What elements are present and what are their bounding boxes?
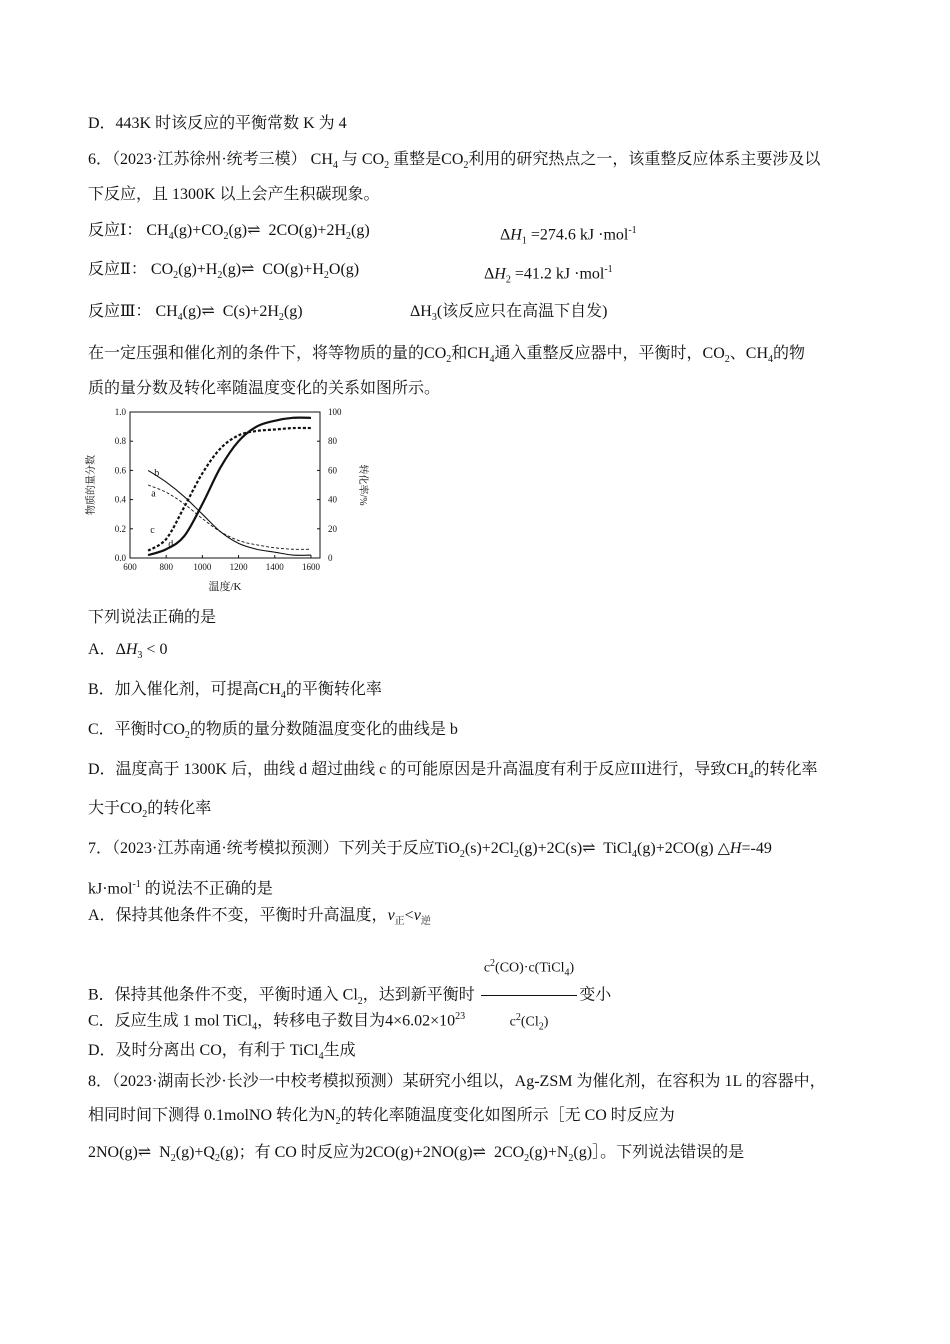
option-a-label: A．: [88, 641, 116, 658]
reaction-2-enthalpy: $\Delta H_2 =41.2$ kJ ·mol$^{-1}$: [484, 264, 613, 286]
fraction-denominator: $c^2(Cl_2)$: [509, 1012, 549, 1033]
option-c-a: C．平衡时: [88, 721, 163, 738]
q5-option-d: D．443K 时该反应的平衡常数 K 为 4: [88, 115, 347, 132]
q8-stem2-b: 的转化率随温度变化如图所示［无 CO 时反应为: [340, 1107, 675, 1124]
y-right-tick-label: 40: [328, 494, 337, 505]
q7-option-b-c: 变小: [579, 986, 612, 1004]
v-forward: v: [387, 907, 395, 924]
q6-stem-mid1: 与: [341, 151, 358, 168]
q8-equation-2: 2CO(g)+2NO(g)⇌ $2CO_2(g)+N_2(g)$: [364, 1144, 593, 1165]
chart-ticks: [115, 407, 342, 572]
option-b-b: 的平衡转化率: [285, 681, 382, 698]
q7-option-c-b: ，转移电子数目为: [257, 1012, 386, 1030]
reaction-3-label: 反应Ⅲ：: [88, 303, 152, 320]
reaction-3: [88, 300, 303, 330]
y-left-tick-label: 1.0: [114, 407, 126, 417]
y-left-tick-label: 0.8: [114, 436, 126, 447]
y-left-tick-label: 0.4: [114, 494, 126, 505]
q6-stem-mid2: 重整是: [393, 151, 442, 168]
q7-option-c: C．反应生成 1 mol TiCl$_4$，转移电子数目为$4\times 6.02\times 10^{23}$: [88, 1011, 466, 1033]
desc1-c: 通入重整反应器中，平衡时，: [494, 345, 703, 362]
q6-desc-line1: 在一定压强和催化剂的条件下，将等物质的量的$CO_2$和$CH_4$通入重整反应器中，平衡时，$CO_2$、$CH_4$的物: [88, 345, 806, 366]
series-b-label: b: [154, 468, 160, 480]
equilibrium-chart: [80, 402, 380, 602]
series-d-label: d: [168, 539, 174, 551]
reaction-2: [88, 258, 359, 288]
y-left-axis-title: 物质的量分数: [86, 455, 97, 515]
reaction-1-equation: $CH_4(g)+CO_2(g)\rightleftharpoons$ $2CO(g)+2H_2(g)$: [146, 222, 370, 243]
reaction-1-enthalpy: $\Delta H_1 =274.6$ kJ ·mol$^{-1}$: [500, 225, 637, 247]
q7-stem-a: 7．（2023·江苏南通·统考模拟预测）下列关于反应: [88, 840, 435, 857]
q8-stem3-tail: ］。下列说法错误的是: [592, 1144, 745, 1161]
reaction-3-equation: $CH_4(g)\rightleftharpoons$ $C(s)+2H_2(g)$: [155, 303, 303, 324]
option-d-line2-b: 的转化率: [147, 800, 212, 817]
q6-option-c: C．平衡时$CO_2$的物质的量分数随温度变化的曲线是 b: [88, 721, 458, 742]
series-c-label: c: [150, 525, 155, 537]
x-axis-title: 温度/K: [208, 581, 242, 593]
y-right-tick-label: 100: [328, 407, 342, 417]
q6-stem-tail: 利用的研究热点之一，该重整反应体系主要涉及以: [468, 151, 821, 168]
q7-option-c-c: 4×6.02×10: [385, 1012, 456, 1030]
reaction-1: [88, 219, 370, 249]
y-right-axis-title: 转化率/%: [357, 464, 368, 506]
y-left-tick-label: 0.6: [114, 465, 126, 476]
y-right-tick-label: 60: [328, 465, 337, 476]
q6-option-b: B．加入催化剂，可提高$CH_4$的平衡转化率: [88, 681, 382, 702]
q7-equation: $TiO_2(s)+2Cl_2(g)+2C(s)\rightleftharpoons$ TiCl$_4$(g)+2CO(g): [434, 840, 714, 861]
reaction-3-enthalpy: $\Delta H_3$(该反应只在高温下自发): [410, 303, 608, 324]
desc1-b: 和: [451, 345, 468, 362]
q7-stem: 7．（2023·江苏南通·统考模拟预测）下列关于反应$TiO_2(s)+2Cl_2(g)+2C(s)\rightleftharpoons$ TiCl$_4$(g)+2CO(g) △H=-49: [88, 840, 772, 861]
q8-equation-1: 2NO(g)⇌ $N_2(g)+Q_2(g)$: [88, 1144, 239, 1165]
concentration-fraction: [481, 942, 577, 1050]
series-a-label: a: [151, 488, 156, 500]
x-tick-label: 1200: [229, 562, 248, 572]
y-right-tick-label: 80: [328, 436, 337, 447]
x-tick-label: 1000: [193, 562, 212, 572]
q6-question: 下列说法正确的是: [88, 609, 217, 626]
q6-stem-line1: 6．（2023·江苏徐州·统考三模） $CH_4$ 与 $CO_2$ 重整是$CO_2$利用的研究热点之一，该重整反应体系主要涉及以: [88, 151, 821, 172]
desc1-e: 的物: [773, 345, 806, 362]
v-reverse-sub: 逆: [420, 916, 431, 928]
option-b-a: B．加入催化剂，可提高: [88, 681, 259, 698]
y-left-tick-label: 0.2: [114, 523, 126, 534]
q7-option-b-b: ，达到新平衡时: [362, 986, 475, 1004]
desc1-d: 、: [729, 345, 746, 362]
q7-option-b-a: B．保持其他条件不变，平衡时通入 Cl: [88, 986, 358, 1004]
y-left-tick-label: 0.0: [114, 553, 126, 563]
q7-option-c-a: C．反应生成 1 mol TiCl: [88, 1012, 253, 1030]
q6-stem-prefix: 6．（2023·江苏徐州·统考三模）: [88, 151, 307, 168]
less-than: <: [404, 907, 414, 924]
q8-stem-line3: [88, 1141, 744, 1171]
q7-stem-line2: kJ·mol$^{-1}$ 的说法不正确的是: [88, 879, 273, 898]
option-c-b: 的物质的量分数随温度变化的曲线是 b: [189, 721, 458, 738]
x-tick-label: 1400: [265, 562, 284, 572]
q7-option-b: B．保持其他条件不变，平衡时通入 $Cl_2$，达到新平衡时 $\frac{c^2(CO)\cdot c(TiCl_4)}{c^2(Cl_2)}$ 变小: [88, 942, 611, 1050]
q8-stem3-mid: ；有 CO 时反应为: [238, 1144, 365, 1161]
q8-stem2-a: 相同时间下测得 0.1molNO 转化为: [88, 1107, 325, 1124]
option-d-line2-a: 大于: [88, 800, 121, 817]
y-right-tick-label: 20: [328, 523, 337, 534]
option-a-tail: < 0: [146, 641, 168, 658]
v-reverse: v: [413, 907, 421, 924]
series-c-line: [148, 428, 311, 551]
q8-stem-line1: 8．（2023·湖南长沙·长沙一中校考模拟预测）某研究小组以，Ag-ZSM 为催化剂，在容积为 1L 的容器中，: [88, 1073, 826, 1090]
q7-option-d-a: D．及时分离出 CO，有利于 TiCl: [88, 1042, 319, 1059]
chart-axes: [130, 412, 320, 558]
reaction-2-equation: $CO_2(g)+H_2(g)\rightleftharpoons$ $CO(g)+H_2O(g)$: [150, 261, 360, 282]
x-tick-label: 800: [159, 562, 173, 572]
reaction-2-label: 反应Ⅱ：: [88, 261, 147, 278]
option-d-b: 的转化率: [753, 761, 818, 778]
reaction-1-label: 反应Ⅰ：: [88, 222, 143, 239]
y-right-tick-label: 0: [328, 553, 333, 563]
chart-curves: [148, 418, 311, 556]
q7-option-a-text: A．保持其他条件不变，平衡时升高温度，: [88, 907, 388, 924]
q6-option-a: A．$\Delta H_3 < 0$: [88, 641, 168, 662]
q7-option-d-b: 生成: [323, 1042, 356, 1059]
q7-option-a: [88, 904, 431, 934]
q6-desc-line2: 质的量分数及转化率随温度变化的关系如图所示。: [88, 380, 441, 397]
q7-option-d: D．及时分离出 CO，有利于 TiCl$_4$生成: [88, 1042, 356, 1063]
q7-option-c-exp: 23: [455, 1011, 466, 1022]
x-tick-label: 1600: [301, 562, 320, 572]
q6-stem-line2: 下反应，且 1300K 以上会产生积碳现象。: [88, 186, 380, 203]
q6-option-d: D．温度高于 1300K 后，曲线 d 超过曲线 c 的可能原因是升高温度有利于反应III进行，导致$CH_4$的转化率: [88, 761, 818, 782]
q8-stem-line2: 相同时间下测得 0.1molNO 转化为$N_2$的转化率随温度变化如图所示［无 CO 时反应为: [88, 1107, 675, 1128]
plot-frame: [130, 412, 320, 558]
v-forward-sub: 正: [394, 916, 405, 928]
fraction-numerator: $c^2(CO)\cdot c(TiCl_4)$: [481, 942, 577, 996]
q6-option-d-line2: 大于$CO_2$的转化率: [88, 800, 212, 821]
desc1-a: 在一定压强和催化剂的条件下，将等物质的量的: [88, 345, 425, 362]
option-d-a: D．温度高于 1300K 后，曲线 d 超过曲线 c 的可能原因是升高温度有利于反应III进行，导致: [88, 761, 727, 778]
reaction-3-note: (该反应只在高温下自发): [436, 303, 608, 320]
x-tick-label: 600: [123, 562, 137, 572]
